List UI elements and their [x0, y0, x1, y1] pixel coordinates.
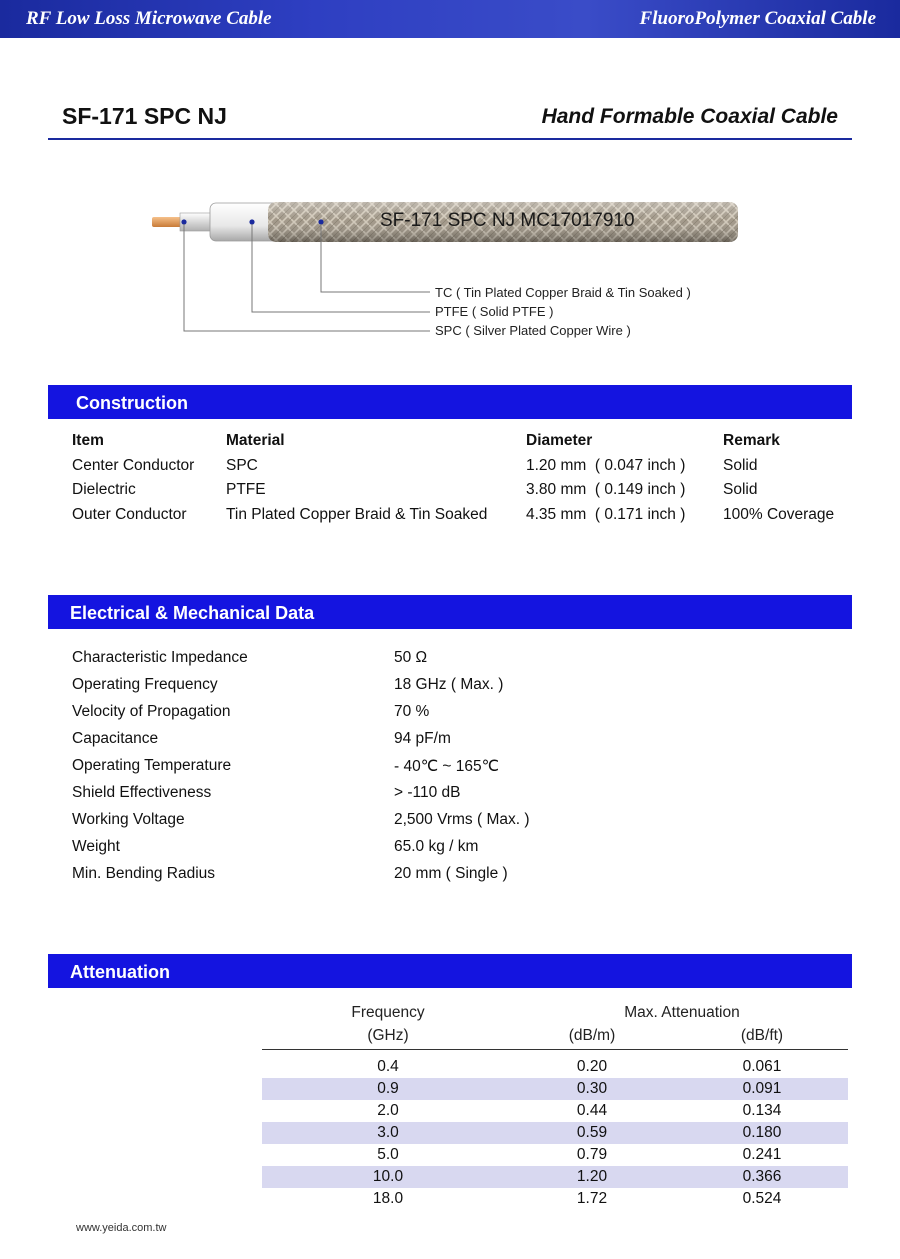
construction-cell: 1.20 mm ( 0.047 inch ) [526, 457, 686, 474]
electrical-value: 18 GHz ( Max. ) [394, 676, 504, 693]
construction-header-item: Item [72, 432, 104, 449]
table-row [262, 1166, 848, 1188]
attenuation-db-ft: 0.366 [742, 1168, 782, 1185]
table-row [262, 1188, 848, 1210]
legend-tc: TC ( Tin Plated Copper Braid & Tin Soaked ) [435, 285, 691, 300]
electrical-value: - 40℃ ~ 165℃ [394, 758, 500, 775]
banner-left-title: RF Low Loss Microwave Cable [26, 8, 272, 29]
legend-spc: SPC ( Silver Plated Copper Wire ) [435, 323, 631, 338]
attenuation-db-m: 0.30 [576, 1080, 608, 1097]
construction-cell: Outer Conductor [72, 506, 187, 523]
construction-cell: Dielectric [72, 481, 136, 498]
electrical-label: Weight [72, 838, 120, 855]
attenuation-db-m: 1.72 [576, 1190, 608, 1207]
attenuation-db-ft: 0.180 [742, 1124, 782, 1141]
attenuation-db-m: 1.20 [576, 1168, 608, 1185]
table-row [262, 1100, 848, 1122]
electrical-value: 50 Ω [394, 649, 428, 666]
electrical-value: 70 % [394, 703, 430, 720]
table-row [262, 1056, 848, 1078]
construction-cell: Tin Plated Copper Braid & Tin Soaked [226, 506, 488, 523]
cable-illustration [0, 180, 900, 350]
attenuation-freq: 5.0 [377, 1146, 399, 1163]
electrical-label: Capacitance [72, 730, 159, 747]
construction-cell: 4.35 mm ( 0.171 inch ) [526, 506, 686, 523]
construction-cell: SPC [226, 457, 258, 474]
electrical-value: 2,500 Vrms ( Max. ) [394, 811, 530, 828]
footer-url: www.yeida.com.tw [76, 1222, 167, 1234]
section-electrical [48, 595, 852, 629]
construction-cell: Solid [723, 457, 758, 474]
construction-header-remark: Remark [723, 432, 780, 449]
marker-dot-ptfe [249, 219, 254, 224]
attenuation-freq: 0.4 [377, 1058, 399, 1075]
attenuation-max-label: Max. Attenuation [624, 1004, 740, 1021]
product-subtitle: Hand Formable Coaxial Cable [541, 105, 838, 128]
attenuation-header-rule [262, 1049, 848, 1050]
table-row [262, 1078, 848, 1100]
attenuation-db-ft: 0.061 [742, 1058, 782, 1075]
attenuation-db-ft: 0.524 [742, 1190, 782, 1207]
section-title-attenuation: Attenuation [70, 962, 170, 982]
attenuation-freq: 18.0 [372, 1190, 404, 1207]
section-construction [48, 385, 852, 419]
electrical-label: Operating Frequency [72, 676, 218, 693]
top-banner [0, 0, 900, 38]
construction-cell: Solid [723, 481, 758, 498]
title-divider [48, 138, 852, 140]
attenuation-db-ft: 0.134 [742, 1102, 782, 1119]
electrical-value: 94 pF/m [394, 730, 451, 747]
attenuation-unit-ft: (dB/ft) [740, 1027, 784, 1044]
attenuation-db-ft: 0.091 [742, 1080, 782, 1097]
attenuation-db-m: 0.59 [576, 1124, 608, 1141]
attenuation-freq: 3.0 [377, 1124, 399, 1141]
banner-right-title: FluoroPolymer Coaxial Cable [639, 8, 876, 29]
attenuation-freq-unit: (GHz) [367, 1027, 409, 1044]
attenuation-unit-m: (dB/m) [568, 1027, 616, 1044]
electrical-label: Shield Effectiveness [72, 784, 212, 801]
section-title-electrical: Electrical & Mechanical Data [70, 603, 315, 623]
construction-header-diameter: Diameter [526, 432, 593, 449]
cable-marking: SF-171 SPC NJ MC17017910 [380, 210, 635, 231]
electrical-label: Min. Bending Radius [72, 865, 216, 882]
attenuation-db-ft: 0.241 [742, 1146, 782, 1163]
construction-cell: Center Conductor [72, 457, 195, 474]
legend-ptfe: PTFE ( Solid PTFE ) [435, 304, 554, 319]
table-row [262, 1122, 848, 1144]
construction-cell: 100% Coverage [723, 506, 835, 523]
attenuation-db-m: 0.44 [576, 1102, 608, 1119]
construction-cell: 3.80 mm ( 0.149 inch ) [526, 481, 686, 498]
marker-dot-tc [318, 219, 323, 224]
attenuation-freq: 2.0 [377, 1102, 399, 1119]
electrical-label: Characteristic Impedance [72, 649, 248, 666]
construction-cell: PTFE [226, 481, 266, 498]
electrical-value: 65.0 kg / km [394, 838, 479, 855]
section-title-construction: Construction [76, 393, 188, 413]
construction-header-material: Material [226, 432, 285, 449]
attenuation-freq: 0.9 [377, 1080, 399, 1097]
marker-dot-spc [181, 219, 186, 224]
electrical-value: > -110 dB [394, 784, 461, 801]
attenuation-freq-label: Frequency [351, 1004, 425, 1021]
attenuation-freq: 10.0 [372, 1168, 404, 1185]
attenuation-db-m: 0.79 [576, 1146, 608, 1163]
electrical-value: 20 mm ( Single ) [394, 865, 508, 882]
electrical-label: Working Voltage [72, 811, 185, 828]
attenuation-db-m: 0.20 [576, 1058, 608, 1075]
table-row [262, 1144, 848, 1166]
section-attenuation [48, 954, 852, 988]
product-title: SF-171 SPC NJ [62, 103, 227, 129]
electrical-label: Velocity of Propagation [72, 703, 231, 720]
electrical-label: Operating Temperature [72, 757, 232, 774]
